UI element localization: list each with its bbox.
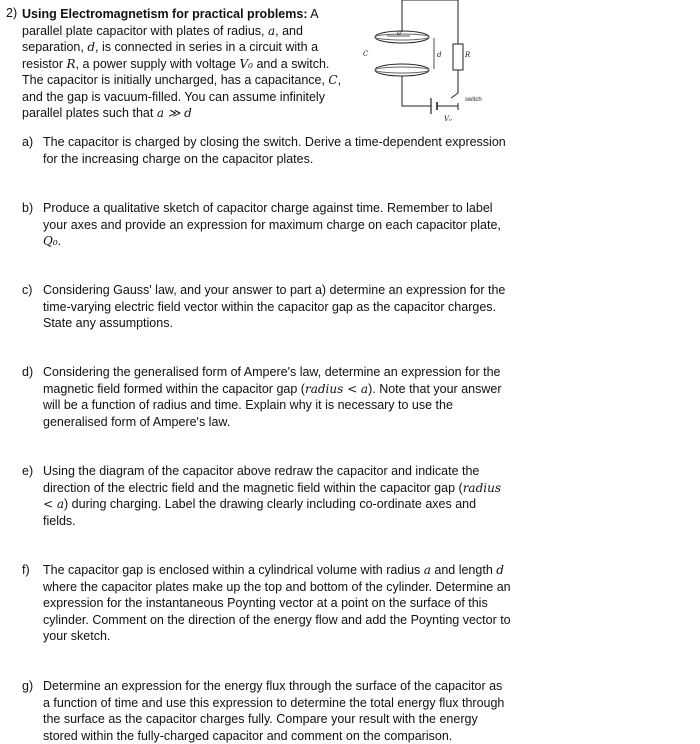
- capacitor-bottom-plate: [375, 64, 429, 76]
- part-g: [22, 678, 512, 744]
- part-f-t3: where the capacitor plates make up the top and bottom of the cylinder. Determine an expression for the instantaneous Poynting vector at a point on the surface of this cylinder. Comment on the direction of the energy flow and add the Poynting vector to your sketch.: [43, 579, 511, 643]
- part-f-t1: The capacitor gap is enclosed within a cylindrical volume with radius: [43, 563, 424, 577]
- math-a: a: [267, 23, 276, 38]
- math-a: a: [423, 563, 431, 577]
- intro-text: and a switch. The capacitor is initially uncharged, has a capacitance,: [22, 56, 330, 87]
- math-C: C: [328, 73, 338, 87]
- question-title: Using Electromagnetism for practical problems:: [22, 7, 308, 21]
- part-a: [22, 134, 512, 167]
- question-number: 2): [6, 6, 18, 20]
- label-R: R: [465, 51, 471, 59]
- part-e-t1: Using the diagram of the capacitor above redraw the capacitor and indicate the direction of the electric field and the magnetic field within the capacitor gap (: [43, 464, 480, 495]
- wire-bottom: [402, 76, 427, 106]
- capacitor-top-plate: [375, 31, 429, 43]
- math-V0: V₀: [239, 56, 253, 71]
- part-b-t1: Produce a qualitative sketch of capacitor charge against time. Remember to label your axes and provide an expression for maximum charge on each capacitor plate,: [43, 201, 501, 232]
- part-d-t2: ). Note that your answer will be a function of radius and time. Explain why it is necessary to use the generalised form of Ampere's law.: [43, 381, 502, 429]
- intro-text: , is connected in series in a circuit with a resistor: [22, 40, 319, 71]
- part-b-t2: .: [57, 234, 62, 248]
- math-condition: a ≫ d: [156, 106, 192, 120]
- part-d: [22, 364, 512, 430]
- part-e-t2: ) during charging. Label the drawing clearly including co-ordinate axes and fields.: [43, 497, 477, 528]
- part-e: [22, 463, 512, 529]
- part-d-text: [43, 364, 512, 430]
- resistor: [453, 44, 463, 70]
- part-b-text: [43, 200, 512, 250]
- intro-text: , a power supply with voltage: [75, 56, 240, 71]
- math-Q0: Q₀: [43, 234, 58, 248]
- part-c-t1: Considering Gauss' law, and your answer to part a) determine an expression for the time-varying electric field vector within the capacitor gap as the capacitor charges. State any assumptions.: [43, 283, 506, 330]
- part-e-text: [43, 463, 512, 529]
- wire-right: [451, 70, 458, 98]
- part-g-t1: Determine an expression for the energy flux through the surface of the capacitor as a function of time and use this expression to determine the total energy flux through the surface as the capacitor charges fully. Compare your result with the energy stored within the fully-charged capacitor and comment on the comparison.: [43, 679, 505, 743]
- part-f-label: f): [22, 563, 30, 577]
- label-d: d: [437, 51, 442, 59]
- question-intro: [22, 6, 342, 122]
- math-radius-lt-a: radius < a: [43, 480, 501, 511]
- math-d: d: [496, 563, 504, 577]
- label-V0: V₀: [444, 115, 452, 123]
- wire-top: [402, 0, 458, 44]
- label-C: C: [363, 50, 369, 58]
- part-b-label: b): [22, 201, 34, 215]
- part-c-label: c): [22, 283, 33, 297]
- part-g-label: g): [22, 679, 34, 693]
- part-f: [22, 562, 512, 645]
- part-f-t2: and length: [430, 563, 497, 577]
- part-c-text: [43, 282, 512, 332]
- intro-text: A parallel plate capacitor with plates of radius,: [22, 7, 318, 38]
- part-c: [22, 282, 512, 332]
- math-radius-lt-a: radius < a: [304, 381, 369, 396]
- part-f-text: [43, 562, 512, 645]
- math-d: d: [87, 40, 96, 54]
- part-a-label: a): [22, 135, 34, 149]
- label-a: a: [397, 29, 402, 37]
- part-a-text: [43, 134, 512, 167]
- circuit-diagram: [355, 0, 505, 125]
- part-d-label: d): [22, 365, 34, 379]
- intro-text: , and the gap is vacuum-filled. You can assume infinitely parallel plates such that: [22, 73, 342, 120]
- math-R: R: [66, 56, 76, 71]
- part-b: [22, 200, 512, 250]
- part-e-label: e): [22, 464, 34, 478]
- part-g-text: [43, 678, 512, 744]
- intro-text: , and separation,: [22, 23, 303, 54]
- part-a-t1: The capacitor is charged by closing the switch. Derive a time-dependent expression for the increasing charge on the capacitor plates.: [43, 135, 506, 166]
- label-switch: switch: [465, 97, 482, 103]
- part-d-t1: Considering the generalised form of Ampere's law, determine an expression for the magnetic field formed within the capacitor gap (: [43, 365, 501, 396]
